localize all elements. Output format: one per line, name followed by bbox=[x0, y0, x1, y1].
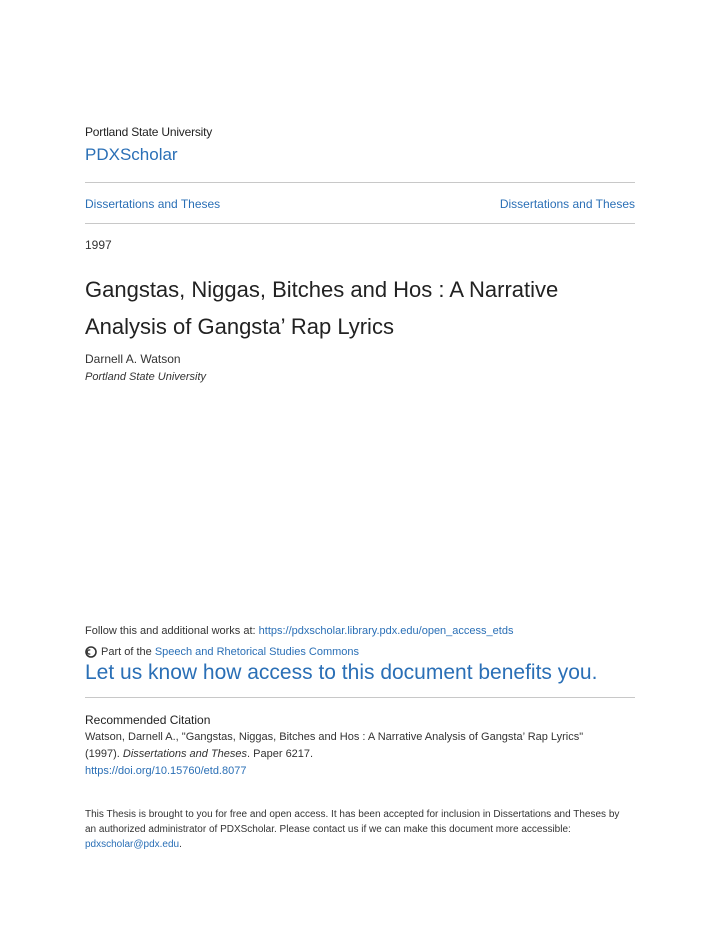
repository-link[interactable]: PDXScholar bbox=[85, 145, 178, 164]
document-title: Gangstas, Niggas, Bitches and Hos : A Narrative Analysis of Gangsta’ Rap Lyrics bbox=[85, 277, 559, 339]
recommended-citation-heading: Recommended Citation bbox=[85, 713, 211, 727]
citation-year: (1997). bbox=[85, 748, 123, 760]
access-statement bbox=[85, 807, 625, 852]
citation-main: Watson, Darnell A., "Gangstas, Niggas, Bitches and Hos : A Narrative Analysis of Gangsta’ Rap Lyrics" bbox=[85, 731, 584, 743]
benefit-feedback-link[interactable]: Let us know how access to this document benefits you. bbox=[85, 661, 598, 684]
author-affiliation: Portland State University bbox=[85, 371, 207, 383]
collection-link-left[interactable]: Dissertations and Theses bbox=[85, 197, 221, 211]
citation-journal: Dissertations and Theses bbox=[122, 748, 248, 760]
collection-divider bbox=[85, 223, 635, 224]
access-statement-end: . bbox=[179, 839, 182, 850]
part-of-line bbox=[85, 646, 359, 658]
commons-link[interactable]: Speech and Rhetorical Studies Commons bbox=[154, 646, 360, 658]
publication-year: 1997 bbox=[85, 238, 112, 252]
follow-url-link[interactable]: https://pdxscholar.library.pdx.edu/open_access_etds bbox=[258, 625, 514, 637]
institution-name: Portland State University bbox=[85, 125, 213, 139]
follow-line bbox=[85, 625, 513, 637]
follow-prefix: Follow this and additional works at: bbox=[85, 625, 259, 637]
collection-link-right[interactable]: Dissertations and Theses bbox=[499, 197, 635, 211]
top-divider bbox=[85, 182, 635, 183]
access-statement-text: This Thesis is brought to you for free and open access. It has been accepted for inclusion in Dissertations and Theses by an authorized administrator of PDXScholar. Please contact us if we can make this document more accessible: bbox=[85, 809, 620, 835]
contact-email-link[interactable]: pdxscholar@pdx.edu bbox=[85, 839, 180, 850]
citation-divider bbox=[85, 697, 635, 698]
part-of-prefix: Part of the bbox=[101, 646, 155, 658]
creative-commons-icon bbox=[85, 646, 97, 658]
citation-paper: . Paper 6217. bbox=[247, 748, 314, 760]
citation-text bbox=[85, 729, 635, 780]
doi-link[interactable]: https://doi.org/10.15760/etd.8077 bbox=[85, 765, 247, 777]
author-name: Darnell A. Watson bbox=[85, 352, 181, 366]
